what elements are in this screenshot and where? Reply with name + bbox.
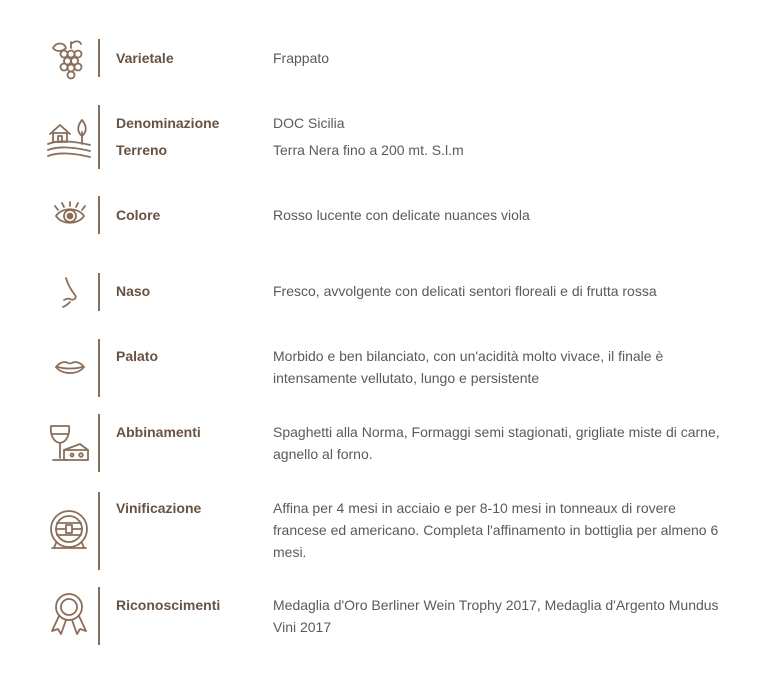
- divider: [98, 339, 100, 397]
- spec-value: Frappato: [273, 50, 330, 66]
- spec-value: Rosso lucente con delicate nuances viola: [273, 207, 530, 223]
- vineyard-icon: [44, 114, 96, 162]
- divider: [98, 492, 100, 570]
- spec-label: Terreno: [116, 142, 168, 158]
- spec-label: Abbinamenti: [116, 424, 201, 440]
- grapes-icon: [44, 36, 96, 84]
- spec-value: Spaghetti alla Norma, Formaggi semi stagionati, grigliate miste di carne, agnello al forno.: [273, 424, 720, 462]
- divider: [98, 414, 100, 472]
- divider: [98, 587, 100, 645]
- divider: [98, 39, 100, 77]
- eye-icon: [44, 192, 96, 240]
- spec-value: Medaglia d'Oro Berliner Wein Trophy 2017, Medaglia d'Argento Mundus Vini 2017: [273, 597, 719, 635]
- spec-label: Colore: [116, 207, 161, 223]
- spec-value: Fresco, avvolgente con delicati sentori floreali e di frutta rossa: [273, 283, 657, 299]
- divider: [98, 196, 100, 234]
- lips-icon: [44, 343, 96, 391]
- divider: [98, 273, 100, 311]
- spec-value: Terra Nera fino a 200 mt. S.l.m: [273, 142, 464, 158]
- nose-icon: [44, 268, 96, 316]
- spec-label: Varietale: [116, 50, 174, 66]
- spec-label: Vinificazione: [116, 500, 202, 516]
- spec-value: DOC Sicilia: [273, 115, 345, 131]
- spec-label: Riconoscimenti: [116, 597, 221, 613]
- spec-label: Denominazione: [116, 115, 220, 131]
- divider: [98, 105, 100, 169]
- spec-value: Affina per 4 mesi in acciaio e per 8-10 mesi in tonneaux di rovere francese ed americano. Completa l'affinamento in bottiglia per almeno 6 mesi.: [273, 500, 719, 560]
- spec-label: Palato: [116, 348, 159, 364]
- medal-icon: [44, 589, 96, 637]
- barrel-icon: [44, 505, 96, 553]
- wine-cheese-icon: [44, 420, 96, 468]
- spec-value: Morbido e ben bilanciato, con un'acidità molto vivace, il finale è intensamente vellutato, lungo e persistente: [273, 348, 664, 386]
- spec-label: Naso: [116, 283, 151, 299]
